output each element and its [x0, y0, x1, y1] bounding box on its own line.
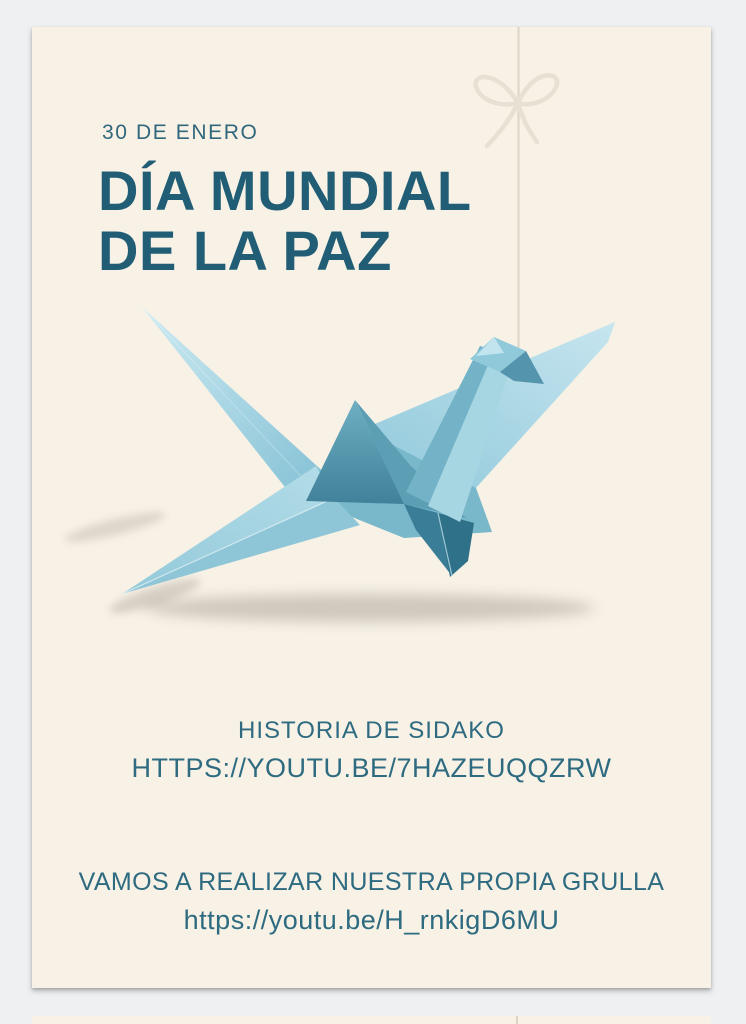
- story-heading: HISTORIA DE SIDAKO: [238, 717, 505, 744]
- activity-heading: VAMOS A REALIZAR NUESTRA PROPIA GRULLA: [78, 868, 665, 896]
- origami-crane-image: [60, 280, 680, 640]
- ribbon-bow-icon: [476, 75, 557, 146]
- next-page-edge: [32, 1016, 711, 1024]
- next-page-string: [516, 1016, 518, 1024]
- poster-title-line1: DÍA MUNDIAL: [98, 159, 472, 222]
- activity-link-text[interactable]: https://youtu.be/H_rnkigD6MU: [183, 905, 560, 935]
- poster-title-line2: DE LA PAZ: [98, 219, 392, 282]
- poster-title: [98, 161, 472, 281]
- story-link-text[interactable]: HTTPS://YOUTU.BE/7HAZEUQQZRW: [131, 753, 612, 783]
- activity-link[interactable]: [32, 905, 711, 936]
- story-link[interactable]: [32, 753, 711, 784]
- date-label: 30 DE ENERO: [102, 121, 259, 144]
- poster-page: [32, 27, 711, 988]
